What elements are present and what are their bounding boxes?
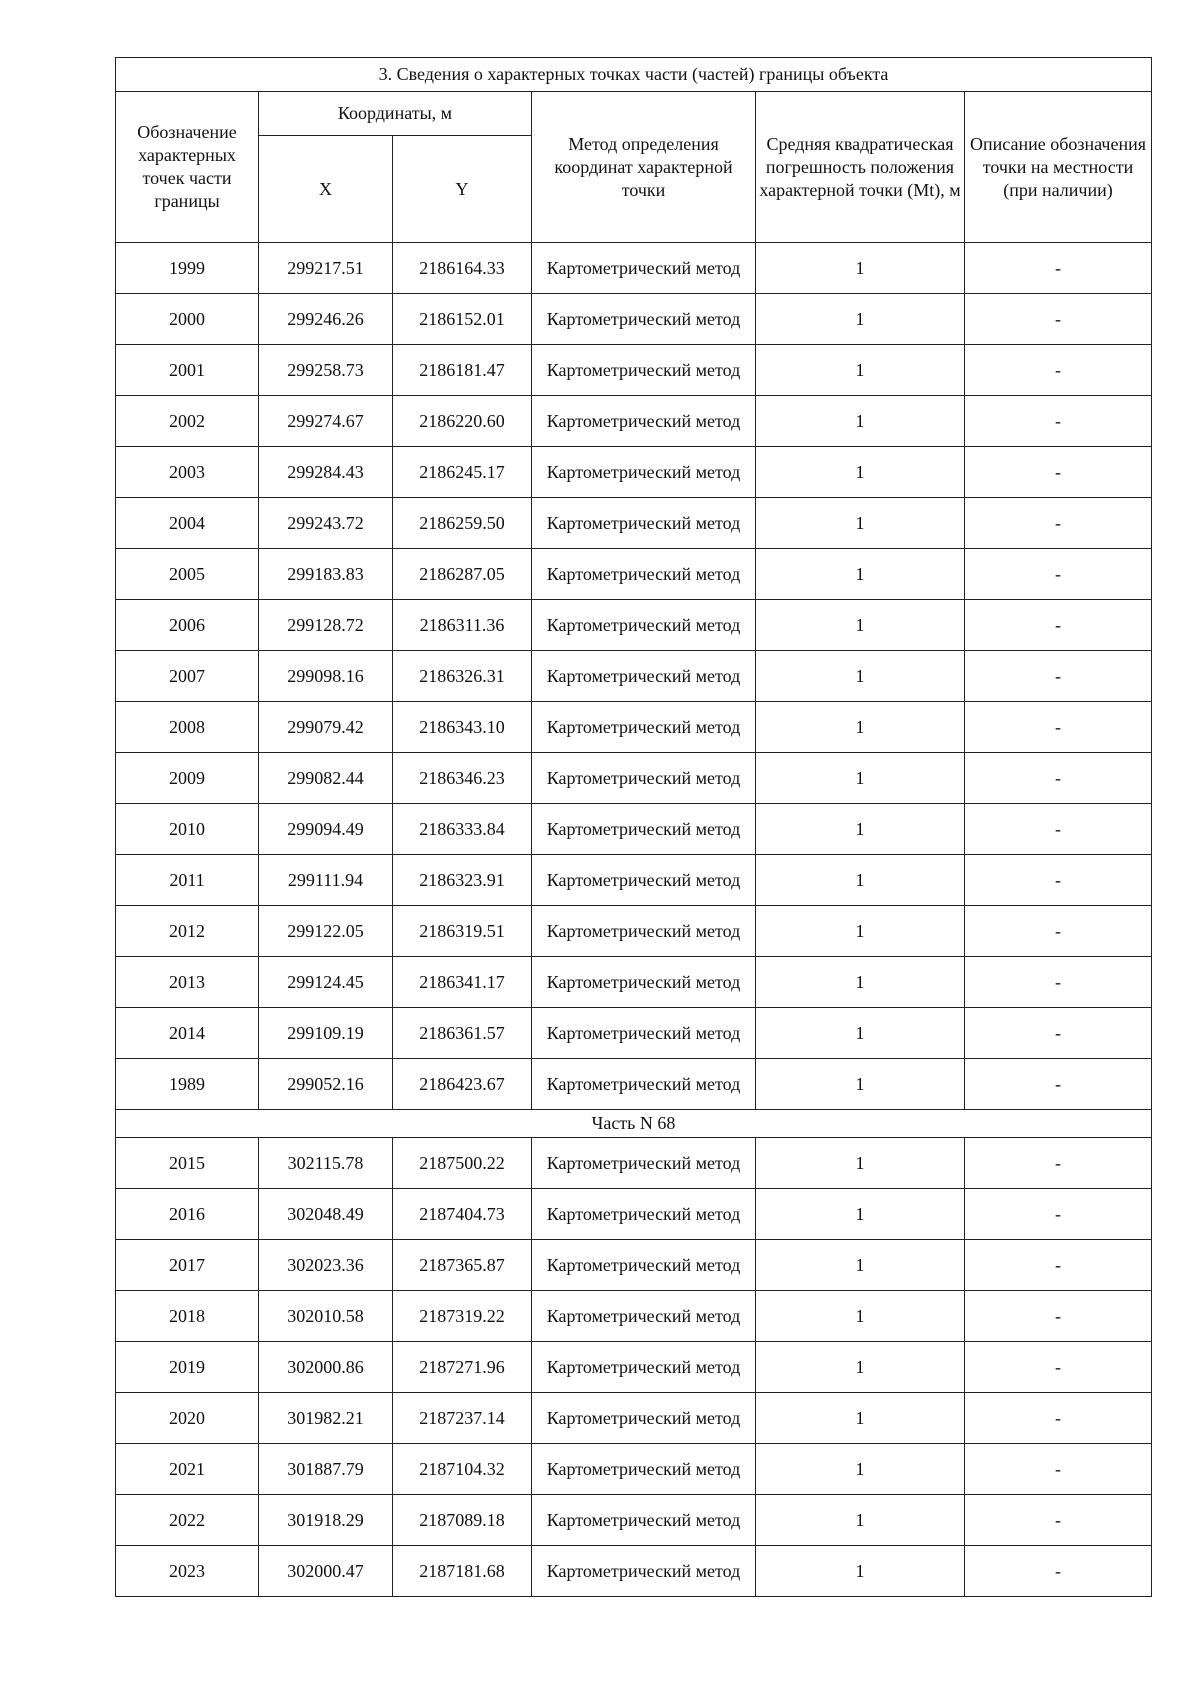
cell-point: 2016 [116,1189,259,1240]
cell-point: 1999 [116,243,259,294]
cell-point: 2002 [116,396,259,447]
cell-x: 299243.72 [259,498,393,549]
cell-method: Картометрический метод [532,1444,756,1495]
cell-point: 2006 [116,600,259,651]
cell-description: - [965,855,1152,906]
cell-x: 299098.16 [259,651,393,702]
cell-method: Картометрический метод [532,702,756,753]
cell-method: Картометрический метод [532,1546,756,1597]
cell-x: 299079.42 [259,702,393,753]
cell-x: 302000.86 [259,1342,393,1393]
cell-error: 1 [756,1291,965,1342]
cell-description: - [965,1138,1152,1189]
table-row [116,957,1152,1008]
cell-point: 2001 [116,345,259,396]
cell-y: 2186319.51 [393,906,532,957]
table-row [116,651,1152,702]
table-row [116,855,1152,906]
cell-description: - [965,1495,1152,1546]
cell-point: 2018 [116,1291,259,1342]
header-coords: Координаты, м [259,92,532,136]
cell-x: 299082.44 [259,753,393,804]
cell-x: 299128.72 [259,600,393,651]
cell-method: Картометрический метод [532,855,756,906]
cell-point: 2004 [116,498,259,549]
cell-error: 1 [756,243,965,294]
cell-point: 2020 [116,1393,259,1444]
table-row [116,294,1152,345]
cell-description: - [965,1059,1152,1110]
table-row [116,753,1152,804]
cell-y: 2187089.18 [393,1495,532,1546]
cell-y: 2186323.91 [393,855,532,906]
cell-method: Картометрический метод [532,804,756,855]
table-row [116,1546,1152,1597]
cell-x: 299217.51 [259,243,393,294]
header-error: Средняя квадратическая погрешность положения характерной точки (Mt), м [756,92,965,243]
cell-y: 2186343.10 [393,702,532,753]
cell-point: 2013 [116,957,259,1008]
cell-method: Картометрический метод [532,1008,756,1059]
cell-error: 1 [756,702,965,753]
cell-point: 2017 [116,1240,259,1291]
cell-x: 302023.36 [259,1240,393,1291]
table-row [116,396,1152,447]
cell-description: - [965,447,1152,498]
table-row [116,804,1152,855]
cell-method: Картометрический метод [532,1495,756,1546]
table-row [116,498,1152,549]
cell-method: Картометрический метод [532,906,756,957]
cell-point: 2014 [116,1008,259,1059]
cell-point: 2000 [116,294,259,345]
cell-point: 2023 [116,1546,259,1597]
cell-x: 302010.58 [259,1291,393,1342]
cell-description: - [965,1546,1152,1597]
cell-x: 299284.43 [259,447,393,498]
cell-point: 2003 [116,447,259,498]
cell-x: 299111.94 [259,855,393,906]
table-row [116,1393,1152,1444]
cell-point: 2022 [116,1495,259,1546]
cell-y: 2187319.22 [393,1291,532,1342]
cell-method: Картометрический метод [532,753,756,804]
cell-x: 301982.21 [259,1393,393,1444]
cell-point: 2019 [116,1342,259,1393]
cell-error: 1 [756,957,965,1008]
cell-y: 2186311.36 [393,600,532,651]
cell-error: 1 [756,345,965,396]
cell-y: 2187500.22 [393,1138,532,1189]
cell-y: 2186245.17 [393,447,532,498]
table-row [116,1495,1152,1546]
cell-method: Картометрический метод [532,1240,756,1291]
cell-description: - [965,1393,1152,1444]
cell-y: 2187271.96 [393,1342,532,1393]
cell-error: 1 [756,753,965,804]
cell-point: 2009 [116,753,259,804]
cell-x: 299183.83 [259,549,393,600]
cell-description: - [965,906,1152,957]
cell-error: 1 [756,396,965,447]
cell-x: 299052.16 [259,1059,393,1110]
cell-error: 1 [756,1393,965,1444]
cell-error: 1 [756,498,965,549]
cell-point: 2012 [116,906,259,957]
cell-y: 2186152.01 [393,294,532,345]
cell-method: Картометрический метод [532,447,756,498]
cell-description: - [965,243,1152,294]
section-label: Часть N 68 [116,1110,1152,1138]
header-x: X [259,136,393,243]
cell-description: - [965,702,1152,753]
cell-method: Картометрический метод [532,1189,756,1240]
cell-error: 1 [756,600,965,651]
cell-error: 1 [756,1189,965,1240]
cell-error: 1 [756,549,965,600]
cell-method: Картометрический метод [532,294,756,345]
cell-error: 1 [756,855,965,906]
cell-method: Картометрический метод [532,345,756,396]
cell-y: 2186333.84 [393,804,532,855]
rows-part-1 [116,243,1152,1110]
cell-point: 1989 [116,1059,259,1110]
cell-point: 2021 [116,1444,259,1495]
cell-y: 2186181.47 [393,345,532,396]
table-row [116,1444,1152,1495]
cell-error: 1 [756,1546,965,1597]
cell-point: 2015 [116,1138,259,1189]
cell-x: 299124.45 [259,957,393,1008]
cell-x: 301918.29 [259,1495,393,1546]
cell-method: Картометрический метод [532,1138,756,1189]
cell-x: 299109.19 [259,1008,393,1059]
cell-y: 2186287.05 [393,549,532,600]
table-row [116,600,1152,651]
cell-error: 1 [756,1059,965,1110]
cell-description: - [965,1291,1152,1342]
table-row [116,1342,1152,1393]
cell-x: 299122.05 [259,906,393,957]
table-row [116,549,1152,600]
cell-error: 1 [756,1444,965,1495]
table-row [116,906,1152,957]
table-row [116,702,1152,753]
table-row [116,1189,1152,1240]
cell-description: - [965,753,1152,804]
cell-y: 2186326.31 [393,651,532,702]
cell-description: - [965,1240,1152,1291]
cell-error: 1 [756,906,965,957]
cell-method: Картометрический метод [532,651,756,702]
cell-description: - [965,1444,1152,1495]
cell-error: 1 [756,1495,965,1546]
cell-error: 1 [756,1008,965,1059]
cell-x: 302115.78 [259,1138,393,1189]
cell-point: 2007 [116,651,259,702]
header-description: Описание обозначения точки на местности (при наличии) [965,92,1152,243]
cell-y: 2186341.17 [393,957,532,1008]
cell-error: 1 [756,804,965,855]
table-row [116,1138,1152,1189]
cell-x: 299274.67 [259,396,393,447]
cell-method: Картометрический метод [532,600,756,651]
cell-point: 2010 [116,804,259,855]
cell-error: 1 [756,1240,965,1291]
cell-y: 2186361.57 [393,1008,532,1059]
cell-y: 2187404.73 [393,1189,532,1240]
cell-description: - [965,600,1152,651]
header-point: Обозначение характерных точек части границы [116,92,259,243]
boundary-points-table [115,57,1152,1597]
cell-description: - [965,1342,1152,1393]
cell-description: - [965,1189,1152,1240]
header-method: Метод определения координат характерной точки [532,92,756,243]
cell-y: 2186346.23 [393,753,532,804]
cell-method: Картометрический метод [532,1393,756,1444]
table-row [116,1240,1152,1291]
cell-y: 2187181.68 [393,1546,532,1597]
cell-y: 2186259.50 [393,498,532,549]
cell-method: Картометрический метод [532,498,756,549]
cell-description: - [965,1008,1152,1059]
table-row [116,243,1152,294]
cell-method: Картометрический метод [532,549,756,600]
cell-description: - [965,498,1152,549]
cell-method: Картометрический метод [532,957,756,1008]
cell-x: 299094.49 [259,804,393,855]
section-divider [116,1110,1152,1138]
table-row [116,1008,1152,1059]
cell-y: 2187237.14 [393,1393,532,1444]
cell-method: Картометрический метод [532,396,756,447]
cell-y: 2187104.32 [393,1444,532,1495]
cell-description: - [965,345,1152,396]
rows-part-68 [116,1138,1152,1597]
table-row [116,447,1152,498]
table-row [116,345,1152,396]
table-row [116,1059,1152,1110]
cell-description: - [965,651,1152,702]
cell-x: 299246.26 [259,294,393,345]
table-row [116,1291,1152,1342]
cell-error: 1 [756,447,965,498]
table-title: 3. Сведения о характерных точках части (частей) границы объекта [116,58,1152,92]
cell-error: 1 [756,294,965,345]
cell-method: Картометрический метод [532,1059,756,1110]
cell-y: 2186164.33 [393,243,532,294]
cell-description: - [965,294,1152,345]
cell-x: 302048.49 [259,1189,393,1240]
cell-x: 299258.73 [259,345,393,396]
cell-error: 1 [756,1138,965,1189]
cell-x: 302000.47 [259,1546,393,1597]
cell-y: 2187365.87 [393,1240,532,1291]
cell-description: - [965,804,1152,855]
cell-description: - [965,396,1152,447]
cell-error: 1 [756,1342,965,1393]
cell-error: 1 [756,651,965,702]
cell-y: 2186423.67 [393,1059,532,1110]
cell-method: Картометрический метод [532,243,756,294]
cell-point: 2011 [116,855,259,906]
cell-description: - [965,957,1152,1008]
cell-point: 2005 [116,549,259,600]
header-y: Y [393,136,532,243]
cell-description: - [965,549,1152,600]
cell-method: Картометрический метод [532,1342,756,1393]
cell-x: 301887.79 [259,1444,393,1495]
cell-point: 2008 [116,702,259,753]
cell-method: Картометрический метод [532,1291,756,1342]
cell-y: 2186220.60 [393,396,532,447]
